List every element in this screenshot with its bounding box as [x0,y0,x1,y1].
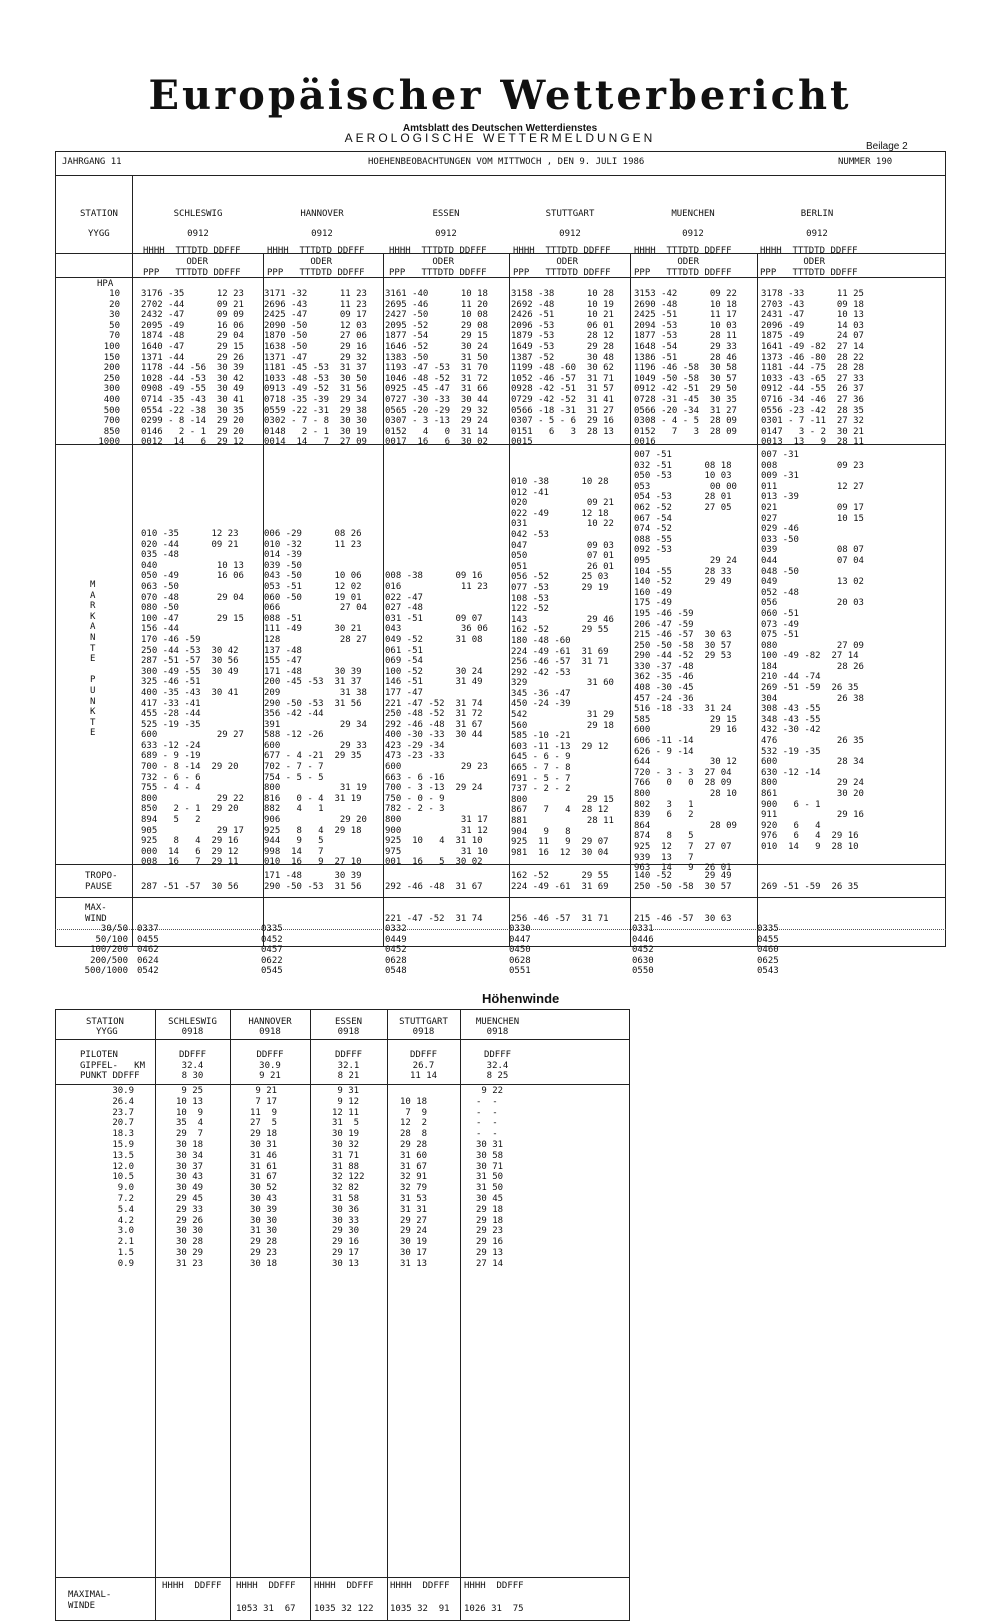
winds-station-name: SCHLESWIG [168,1017,217,1027]
winds-title: Höhenwinde [482,991,560,1006]
station-time: 0912 [559,229,581,239]
station-time: 0912 [435,229,457,239]
sig-points-data: 010 -35 12 23 020 -44 09 21 035 -48 040 10 13 050 -49 16 06 063 -50 070 -48 29 04 080 -50 100 -47 29 15 156 -44 170 -46 -59 250 -44 -53 30 42 287 -51 -57 30 56 300 -49 -55 30 49 325 -46 -51 400 -35 -43 30 41 417 -33 -41 455 -28 -44 525 -19 -35 600 29 27 633 -12 -24 689 - 9 -19 700 - 8 -14 29 20 732 - 6 - 6 755 - 4 - 4 800 29 22 850 2 - 1 29 20 894 5 2 905 29 17 925 8 4 29 16 000 14 6 29 12 008 16 7 29 11 [141,529,244,868]
std-levels-data: 3161 -40 10 18 2695 -46 11 20 2427 -50 10 08 2095 -52 29 08 1877 -54 29 15 1646 -52 30 24 1383 -50 31 50 1193 -47 -53 31 70 1046 -48 -52 31 72 0925 -45 -47 31 66 0727 -30 -33 30 44 0565 -20 -29 29 32 0307 - 3 -13 29 24 0152 4 0 31 14 0017 16 6 30 02 [385,289,488,448]
winds-data: 9 22 - - - - - - - - 30 31 30 58 30 71 31 50 31 50 30 45 29 18 29 18 29 23 29 16 29 13 27 14 [476,1086,504,1269]
column-header: HHHH TTTDTD DDFFF [267,246,365,256]
winds-data: 9 21 7 17 11 9 27 5 29 18 30 31 31 46 31 61 31 67 30 52 30 43 30 39 30 30 31 30 29 28 29 23 30 18 [250,1086,278,1269]
winds-maxwind-label: MAXIMAL- WINDE [68,1590,112,1611]
maxwind-value: 1053 31 67 [236,1604,296,1614]
hpa-label: HPA [97,279,114,289]
column-header: ODER [634,257,700,267]
maxwind-label: MAX- WIND [85,903,107,924]
station-name: HANNOVER [300,209,344,219]
thickness-data: 0335 0455 0460 0625 0543 [757,924,779,977]
std-levels-data: 3158 -38 10 28 2692 -48 10 19 2426 -51 10 21 2096 -53 06 01 1879 -53 28 12 1649 -53 29 28 1387 -52 30 48 1199 -48 -60 30 62 1052 -46 -57 31 71 0928 -42 -51 31 57 0729 -42 -52 31 41 0566 -18 -31 31 27 0307 - 5 - 6 29 16 0151 6 3 28 13 0015 [511,289,614,448]
maxwind-header: HHHH DDFFF [390,1581,450,1591]
column-header: ODER [760,257,826,267]
yygg-label: YYGG [88,229,110,239]
sig-points-data: 010 -38 10 28 012 -41 020 09 21 022 -49 12 18 031 10 22 042 -53 047 09 03 050 07 01 051 26 01 056 -52 25 03 077 -53 29 19 108 -53 122 -52 143 29 46 162 -52 29 55 180 -48 -60 224 -49 -61 31 69 256 -46 -57 31 71 292 -42 -53 329 31 60 345 -36 -47 450 -24 -39 542 31 29 560 29 18 585 -10 -21 603 -11 -13 29 12 645 - 6 - 9 665 - 7 - 8 691 - 5 - 7 737 - 2 - 2 800 29 15 867 7 4 28 12 881 28 11 904 9 8 925 11 9 29 07 981 16 12 30 04 [511,477,614,858]
std-levels-data: 3176 -35 12 23 2702 -44 09 21 2432 -47 09 09 2095 -49 16 06 1874 -48 29 04 1640 -47 29 15 1371 -44 29 26 1178 -44 -56 30 39 1028 -44 -53 30 42 0908 -49 -55 30 49 0714 -35 -43 30 41 0554 -22 -38 30 35 0299 - 8 -14 29 20 0146 2 - 1 29 20 0012 14 6 29 12 [141,289,244,448]
winds-station-name: STUTTGART [399,1017,448,1027]
winds-data: 10 18 7 9 12 2 28 8 29 28 31 60 31 67 32 91 32 79 31 53 31 31 29 27 29 24 30 19 30 17 31 13 [400,1096,428,1269]
winds-station-label: STATION [86,1017,124,1027]
maxwind-value: 1035 32 91 [390,1604,450,1614]
volume: JAHRGANG 11 [62,157,122,167]
sig-points-data: 006 -29 08 26 010 -32 11 23 014 -39 039 -50 043 -50 10 06 053 -51 12 02 060 -50 19 01 066 27 04 088 -51 111 -49 30 21 128 28 27 137 -48 155 -47 171 -48 30 39 200 -45 -53 31 37 209 31 38 290 -50 -53 31 56 356 -42 -44 391 29 34 588 -12 -26 600 29 33 677 - 4 -21 29 35 702 - 7 - 7 754 - 5 - 5 800 31 19 816 0 - 4 31 19 882 4 1 906 29 20 925 8 4 29 18 944 9 5 998 14 7 010 16 9 27 10 [264,529,367,868]
maxwind-header: HHHH DDFFF [314,1581,374,1591]
pressure-levels: 10 20 30 50 70 100 150 200 250 300 400 500 700 850 1000 [98,289,120,448]
significant-points-label: M A R K A N T E P U N K T E [90,580,96,739]
supplement-label: Beilage 2 [866,141,908,152]
thickness-data: 0330 0447 0450 0628 0551 [509,924,531,977]
tropopause-data: 287 -51 -57 30 56 [141,881,239,892]
thickness-label: 30/50 50/100 100/200 200/500 500/1000 [84,924,128,977]
maxwind-data: 221 -47 -52 31 74 [385,914,483,924]
sig-points-data: 007 -31 008 09 23 009 -31 011 12 27 013 -39 021 09 17 027 10 15 029 -46 033 -50 039 08 07 044 07 04 048 -50 049 13 02 052 -48 056 20 03 060 -51 073 -49 075 -51 080 27 09 100 -49 -82 27 14 184 28 26 210 -44 -74 269 -51 -59 26 35 304 26 38 308 -43 -55 348 -43 -55 432 -30 -42 476 26 35 532 -19 -35 600 28 34 630 -12 -14 800 29 24 861 30 20 900 6 - 1 911 29 16 920 6 4 976 6 4 29 16 010 14 9 28 10 [761,450,864,852]
tropopause-data: 171 -48 30 39 290 -50 -53 31 56 [264,871,362,892]
page-title: Europäischer Wetterbericht [148,72,852,119]
piloten-data: DDFFF 32.4 8 30 [178,1050,207,1082]
column-header: PPP TTTDTD DDFFF [267,268,365,278]
std-levels-data: 3153 -42 09 22 2690 -48 10 18 2425 -51 11 17 2094 -53 10 03 1877 -53 28 11 1648 -54 29 33 1386 -51 28 46 1196 -46 -58 30 58 1049 -50 -58 30 57 0912 -42 -51 29 50 0728 -31 -45 30 35 0566 -20 -34 31 27 0308 - 4 - 5 28 09 0152 7 3 28 09 0016 [634,289,737,448]
tropopause-data: 162 -52 29 55 224 -49 -61 31 69 [511,871,609,892]
column-header: ODER [513,257,579,267]
tropopause-data: 140 -52 29 49 250 -50 -58 30 57 [634,871,732,892]
column-header: PPP TTTDTD DDFFF [143,268,241,278]
sig-points-data: 008 -38 09 16 016 11 23 022 -47 027 -48 031 -51 09 07 043 36 06 049 -52 31 08 061 -51 069 -54 100 -52 30 24 146 -51 31 49 177 -47 221 -47 -52 31 74 250 -48 -52 31 72 292 -46 -48 31 67 400 -30 -33 30 44 423 -29 -34 473 -23 -33 600 29 23 663 - 6 -16 700 - 3 -13 29 24 750 - 0 - 9 782 - 2 - 3 800 31 17 900 31 12 925 10 4 31 10 975 31 10 001 16 5 30 02 [385,571,488,868]
maxwind-value: 1035 32 122 [314,1604,374,1614]
maxwind-data: 215 -46 -57 30 63 [634,914,732,924]
piloten-label: PILOTEN GIPFEL- KM PUNKT DDFFF [80,1050,146,1082]
station-time: 0912 [806,229,828,239]
column-header: ODER [267,257,333,267]
section-title: AEROLOGISCHE WETTERMELDUNGEN [344,131,656,145]
station-name: MUENCHEN [671,209,715,219]
thickness-data: 0332 0449 0452 0628 0548 [385,924,407,977]
column-header: HHHH TTTDTD DDFFF [760,246,858,256]
tropopause-label: TROPO- PAUSE [85,871,118,892]
piloten-data: DDFFF 26.7 11 14 [409,1050,438,1082]
column-header: PPP TTTDTD DDFFF [760,268,858,278]
thickness-data: 0337 0455 0462 0624 0542 [137,924,159,977]
station-name: STUTTGART [545,209,595,219]
column-header: HHHH TTTDTD DDFFF [389,246,487,256]
station-time: 0912 [682,229,704,239]
thickness-data: 0335 0452 0457 0622 0545 [261,924,283,977]
maxwind-header: HHHH DDFFF [162,1581,222,1591]
winds-station-time: 0918 [412,1027,435,1037]
maxwind-header: HHHH DDFFF [464,1581,524,1591]
thickness-data: 0331 0446 0452 0630 0550 [632,924,654,977]
tropopause-data: 269 -51 -59 26 35 [761,881,859,892]
km-levels: 30.9 26.4 23.7 20.7 18.3 15.9 13.5 12.0 10.5 9.0 7.2 5.4 4.2 3.0 2.1 1.5 0.9 [112,1086,134,1269]
obs-line: HOEHENBEOBACHTUNGEN VOM MITTWOCH , DEN 9. JULI 1986 [368,157,645,167]
std-levels-data: 3178 -33 11 25 2703 -43 09 18 2431 -47 10 13 2096 -49 14 03 1875 -49 24 07 1641 -49 -82 27 14 1373 -46 -80 28 22 1181 -44 -75 28 28 1033 -43 -65 27 33 0912 -44 -55 26 37 0716 -34 -46 27 36 0556 -23 -42 28 35 0301 - 7 -11 27 32 0147 3 - 2 30 21 0013 13 9 28 11 [761,289,864,448]
station-time: 0912 [187,229,209,239]
issue-number: NUMMER 190 [838,157,893,167]
maxwind-value: 1026 31 75 [464,1604,524,1614]
column-header: PPP TTTDTD DDFFF [389,268,487,278]
station-name: SCHLESWIG [173,209,223,219]
sig-points-data: 007 -51 032 -51 08 18 050 -53 10 03 053 00 00 054 -53 28 01 062 -52 27 05 067 -54 074 -52 088 -55 092 -53 095 29 24 104 -55 28 33 140 -52 29 49 160 -49 175 -49 195 -46 -59 206 -47 -59 215 -46 -57 30 63 250 -50 -58 30 57 290 -44 -52 29 53 330 -37 -48 362 -35 -46 408 -30 -45 457 -24 -36 516 -18 -33 31 24 585 29 15 600 29 16 606 -11 -14 626 - 9 -14 644 30 12 720 - 3 - 3 27 04 766 0 0 28 09 800 28 10 802 3 1 839 6 2 864 28 09 874 8 5 925 12 7 27 07 939 13 7 963 14 9 26 01 [634,450,737,874]
winds-data: 9 31 9 12 12 11 31 5 30 19 30 32 31 71 31 88 32 122 32 82 31 58 30 36 30 33 29 30 29 16 29 17 30 13 [332,1086,365,1269]
column-header: ODER [143,257,209,267]
maxwind-header: HHHH DDFFF [236,1581,296,1591]
station-time: 0912 [311,229,333,239]
std-levels-data: 3171 -32 11 23 2696 -43 11 23 2425 -47 09 17 2090 -50 12 03 1870 -50 27 06 1638 -50 29 16 1371 -47 29 32 1181 -45 -53 31 37 1033 -48 -53 30 50 0913 -49 -52 31 56 0718 -35 -39 29 34 0559 -22 -31 29 38 0302 - 7 - 8 30 30 0148 2 - 1 30 19 0014 14 7 27 09 [264,289,367,448]
station-name: ESSEN [432,209,460,219]
piloten-data: DDFFF 32.1 8 21 [334,1050,363,1082]
winds-station-time: 0918 [337,1027,360,1037]
piloten-data: DDFFF 32.4 8 25 [483,1050,512,1082]
piloten-data: DDFFF 30.9 9 21 [256,1050,284,1082]
winds-station-name: MUENCHEN [475,1017,520,1027]
subtitle: Amtsblatt des Deutschen Wetterdienstes [402,123,598,134]
column-header: PPP TTTDTD DDFFF [513,268,611,278]
column-header: HHHH TTTDTD DDFFF [513,246,611,256]
column-header: PPP TTTDTD DDFFF [634,268,732,278]
winds-station-name: HANNOVER [248,1017,292,1027]
winds-station-time: 0918 [259,1027,281,1037]
column-header: HHHH TTTDTD DDFFF [634,246,732,256]
station-label: STATION [80,209,118,219]
winds-station-time: 0918 [181,1027,204,1037]
winds-yygg-label: YYGG [96,1027,118,1037]
maxwind-data: 256 -46 -57 31 71 [511,914,609,924]
tropopause-data: 292 -46 -48 31 67 [385,881,483,892]
column-header: HHHH TTTDTD DDFFF [143,246,241,256]
station-name: BERLIN [800,209,834,219]
winds-data: 9 25 10 13 10 9 35 4 29 7 30 18 30 34 30 37 30 43 30 49 29 45 29 33 29 26 30 30 30 28 30 29 31 23 [176,1086,204,1269]
column-header: ODER [389,257,455,267]
winds-station-name: ESSEN [334,1017,363,1027]
winds-station-time: 0918 [486,1027,509,1037]
